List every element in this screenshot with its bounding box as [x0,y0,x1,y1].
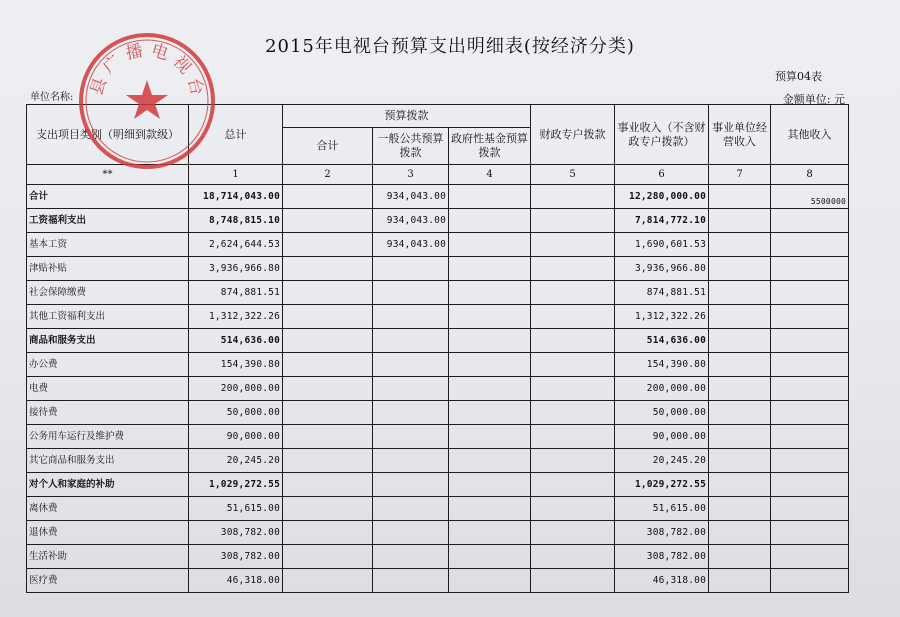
subtotal-cell [283,329,373,353]
table-row [27,281,849,305]
column-index: 4 [449,165,531,185]
subtotal-cell [283,233,373,257]
gov-fund-cell [449,401,531,425]
business-income-cell: 20,245.20 [615,449,709,473]
general-budget-cell: 934,043.00 [373,209,449,233]
special-fiscal-cell [531,545,615,569]
other-income-cell [771,257,849,281]
operating-income-cell [709,257,771,281]
row-label: 其它商品和服务支出 [27,449,189,473]
column-index: 6 [615,165,709,185]
business-income-cell: 90,000.00 [615,425,709,449]
other-income-cell [771,449,849,473]
gov-fund-cell [449,545,531,569]
gov-fund-cell [449,425,531,449]
gov-fund-cell [449,521,531,545]
table-row [27,377,849,401]
row-label: 津贴补贴 [27,257,189,281]
other-income-cell [771,401,849,425]
table-row [27,305,849,329]
general-budget-cell: 934,043.00 [373,185,449,209]
gov-fund-cell [449,497,531,521]
budget-table [26,104,849,593]
gov-fund-cell [449,257,531,281]
general-budget-cell [373,377,449,401]
business-income-cell: 46,318.00 [615,569,709,593]
general-budget-cell [373,425,449,449]
general-budget-cell [373,257,449,281]
total-cell: 874,881.51 [189,281,283,305]
general-budget-cell [373,401,449,425]
row-label: 商品和服务支出 [27,329,189,353]
row-label: 办公费 [27,353,189,377]
row-label: 对个人和家庭的补助 [27,473,189,497]
header-special-fiscal: 财政专户拨款 [531,105,615,165]
business-income-cell: 308,782.00 [615,521,709,545]
other-income-cell [771,497,849,521]
table-row [27,449,849,473]
operating-income-cell [709,209,771,233]
header-subtotal: 合计 [283,128,373,165]
business-income-cell: 7,814,772.10 [615,209,709,233]
other-income-cell [771,521,849,545]
special-fiscal-cell [531,497,615,521]
header-total: 总计 [189,105,283,165]
other-income-cell [771,305,849,329]
row-label: 离休费 [27,497,189,521]
total-cell: 51,615.00 [189,497,283,521]
other-income-cell [771,377,849,401]
general-budget-cell [373,353,449,377]
row-label: 工资福利支出 [27,209,189,233]
subtotal-cell [283,569,373,593]
total-cell: 308,782.00 [189,521,283,545]
special-fiscal-cell [531,281,615,305]
special-fiscal-cell [531,377,615,401]
row-label: 其他工资福利支出 [27,305,189,329]
row-label: 电费 [27,377,189,401]
other-income-cell [771,545,849,569]
operating-income-cell [709,329,771,353]
total-cell: 514,636.00 [189,329,283,353]
total-cell: 2,624,644.53 [189,233,283,257]
special-fiscal-cell [531,257,615,281]
total-cell: 1,029,272.55 [189,473,283,497]
gov-fund-cell [449,281,531,305]
business-income-cell: 12,280,000.00 [615,185,709,209]
header-operating-income: 事业单位经营收入 [709,105,771,165]
general-budget-cell [373,281,449,305]
gov-fund-cell [449,449,531,473]
other-income-cell [771,281,849,305]
row-label: 退休费 [27,521,189,545]
table-row [27,521,849,545]
special-fiscal-cell [531,185,615,209]
special-fiscal-cell [531,449,615,473]
other-income-cell [771,329,849,353]
business-income-cell: 3,936,966.80 [615,257,709,281]
general-budget-cell [373,545,449,569]
table-row [27,569,849,593]
row-label: 基本工资 [27,233,189,257]
operating-income-cell [709,377,771,401]
gov-fund-cell [449,377,531,401]
header-general-public: 一般公共预算拨款 [373,128,449,165]
gov-fund-cell [449,329,531,353]
subtotal-cell [283,497,373,521]
total-cell: 3,936,966.80 [189,257,283,281]
money-unit: 金额单位: 元 [782,93,845,106]
row-label: 生活补助 [27,545,189,569]
other-income-cell [771,473,849,497]
business-income-cell: 51,615.00 [615,497,709,521]
row-label: 接待费 [27,401,189,425]
page-title: 2015年电视台预算支出明细表(按经济分类) [265,36,635,57]
subtotal-cell [283,305,373,329]
column-index: 8 [771,165,849,185]
column-index: 5 [531,165,615,185]
total-cell: 50,000.00 [189,401,283,425]
gov-fund-cell [449,473,531,497]
column-index-row [27,165,849,185]
subtotal-cell [283,473,373,497]
column-index: ** [27,165,189,185]
table-row [27,473,849,497]
operating-income-cell [709,401,771,425]
business-income-cell: 1,029,272.55 [615,473,709,497]
table-row [27,545,849,569]
total-cell: 200,000.00 [189,377,283,401]
subtotal-cell [283,257,373,281]
table-row [27,209,849,233]
total-cell: 18,714,043.00 [189,185,283,209]
header-budget-group: 预算拨款 [283,105,531,128]
business-income-cell: 874,881.51 [615,281,709,305]
unit-name-label: 单位名称: [30,92,74,103]
business-income-cell: 1,312,322.26 [615,305,709,329]
total-cell: 90,000.00 [189,425,283,449]
special-fiscal-cell [531,329,615,353]
total-cell: 8,748,815.10 [189,209,283,233]
subtotal-cell [283,209,373,233]
subtotal-cell [283,449,373,473]
column-index: 2 [283,165,373,185]
special-fiscal-cell [531,353,615,377]
general-budget-cell [373,497,449,521]
operating-income-cell [709,233,771,257]
special-fiscal-cell [531,425,615,449]
subtotal-cell [283,521,373,545]
header-gov-fund: 政府性基金预算拨款 [449,128,531,165]
general-budget-cell [373,329,449,353]
subtotal-cell [283,281,373,305]
table-row [27,329,849,353]
total-cell: 20,245.20 [189,449,283,473]
general-budget-cell: 934,043.00 [373,233,449,257]
other-income-cell [771,209,849,233]
other-income-cell: 5500000 [771,185,849,209]
subtotal-cell [283,185,373,209]
operating-income-cell [709,545,771,569]
other-income-cell [771,233,849,257]
gov-fund-cell [449,185,531,209]
header-business-income: 事业收入（不含财政专户拨款） [615,105,709,165]
other-income-cell [771,425,849,449]
table-row [27,425,849,449]
general-budget-cell [373,449,449,473]
business-income-cell: 200,000.00 [615,377,709,401]
operating-income-cell [709,521,771,545]
gov-fund-cell [449,569,531,593]
header-other-income: 其他收入 [771,105,849,165]
operating-income-cell [709,497,771,521]
column-index: 1 [189,165,283,185]
table-row [27,401,849,425]
operating-income-cell [709,425,771,449]
operating-income-cell [709,353,771,377]
total-cell: 154,390.80 [189,353,283,377]
gov-fund-cell [449,353,531,377]
total-cell: 308,782.00 [189,545,283,569]
special-fiscal-cell [531,209,615,233]
gov-fund-cell [449,209,531,233]
special-fiscal-cell [531,473,615,497]
form-code: 预算04表 [775,70,822,83]
operating-income-cell [709,185,771,209]
seal-text: 县广播电视台 [86,39,209,104]
total-cell: 1,312,322.26 [189,305,283,329]
row-label: 公务用车运行及维护费 [27,425,189,449]
operating-income-cell [709,569,771,593]
operating-income-cell [709,449,771,473]
special-fiscal-cell [531,305,615,329]
business-income-cell: 1,690,601.53 [615,233,709,257]
business-income-cell: 50,000.00 [615,401,709,425]
operating-income-cell [709,305,771,329]
general-budget-cell [373,569,449,593]
row-label: 合计 [27,185,189,209]
special-fiscal-cell [531,401,615,425]
subtotal-cell [283,377,373,401]
business-income-cell: 308,782.00 [615,545,709,569]
row-label: 医疗费 [27,569,189,593]
operating-income-cell [709,473,771,497]
column-index: 7 [709,165,771,185]
header-category: 支出项目类别（明细到款级） [27,105,189,165]
special-fiscal-cell [531,521,615,545]
other-income-cell [771,353,849,377]
table-row [27,185,849,209]
special-fiscal-cell [531,233,615,257]
column-index: 3 [373,165,449,185]
table-row [27,233,849,257]
table-row [27,353,849,377]
general-budget-cell [373,473,449,497]
special-fiscal-cell [531,569,615,593]
other-income-cell [771,569,849,593]
total-cell: 46,318.00 [189,569,283,593]
subtotal-cell [283,401,373,425]
gov-fund-cell [449,233,531,257]
business-income-cell: 514,636.00 [615,329,709,353]
subtotal-cell [283,545,373,569]
operating-income-cell [709,281,771,305]
general-budget-cell [373,521,449,545]
business-income-cell: 154,390.80 [615,353,709,377]
general-budget-cell [373,305,449,329]
gov-fund-cell [449,305,531,329]
table-row [27,497,849,521]
subtotal-cell [283,353,373,377]
row-label: 社会保障缴费 [27,281,189,305]
table-row [27,257,849,281]
subtotal-cell [283,425,373,449]
